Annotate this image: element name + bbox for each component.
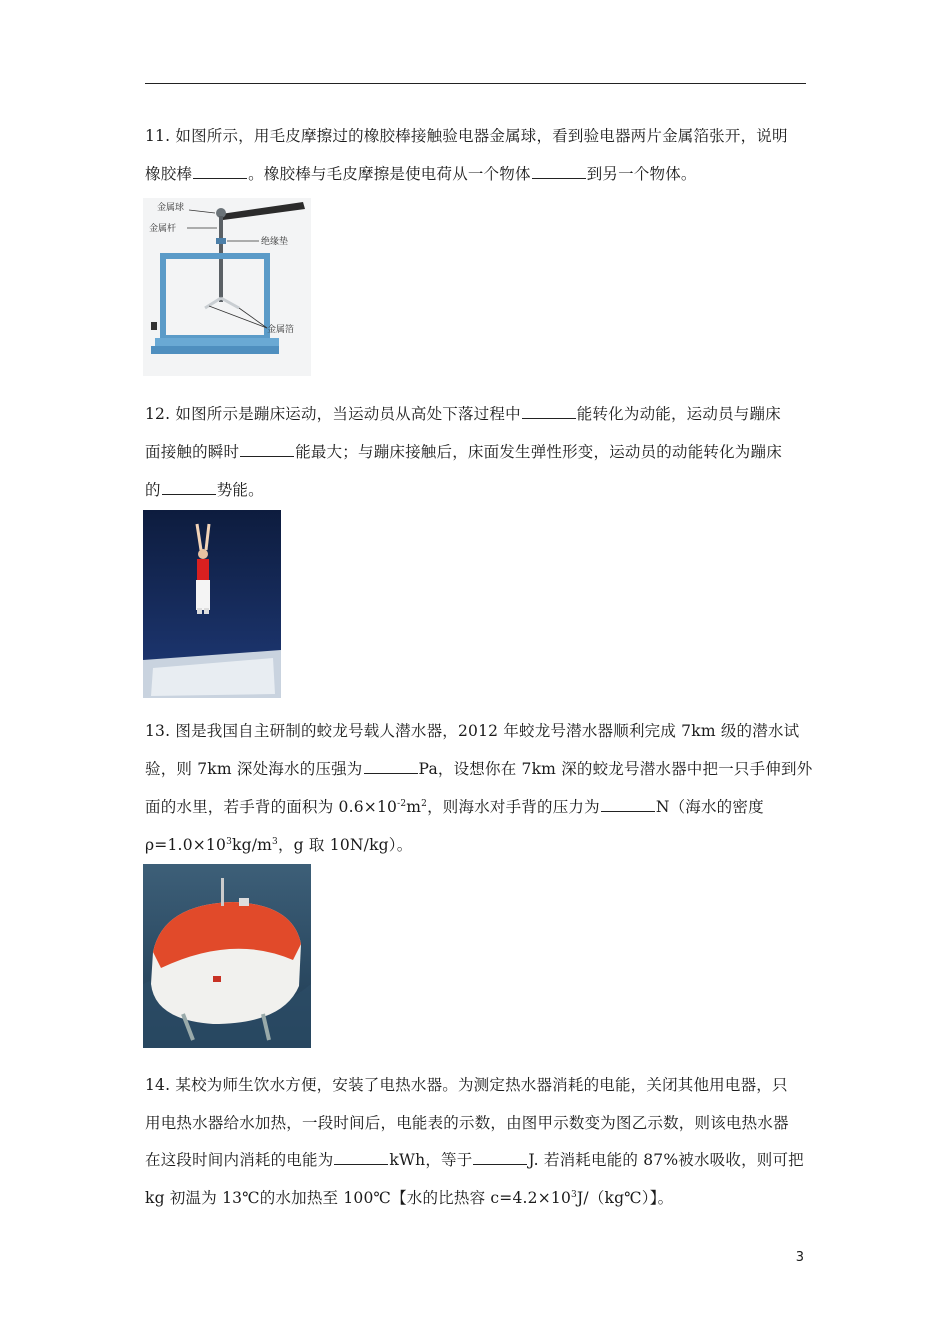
q14-line-4: kg 初温为 13℃的水加热至 100℃【水的比热容 $c=4.2\times 10^3J/(kg℃)$】。 [145, 1189, 674, 1207]
answer-blank[interactable] [522, 404, 576, 419]
label-rod: 金属杆 [149, 224, 177, 234]
label-ball: 金属球 [157, 203, 185, 213]
trampoline-photo [143, 510, 281, 698]
answer-blank[interactable] [532, 164, 586, 179]
q11-line-1: 11. 如图所示，用毛皮摩擦过的橡胶棒接触验电器金属球，看到验电器两片金属箔张开，说明 [145, 127, 788, 145]
q12-line-1: 12. 如图所示是蹦床运动，当运动员从高处下落过程中 能转化为动能，运动员与蹦床 [145, 405, 781, 423]
q14-line-3: 在这段时间内消耗的电能为 kWh，等于 J. 若消耗电能的 87%被水吸收，则可把 [145, 1151, 804, 1169]
answer-blank[interactable] [162, 480, 216, 495]
answer-blank[interactable] [364, 759, 418, 774]
q13-line-4: $\rho=1.0\times 10^3kg/m^3$，g 取 10N/kg）。 [145, 836, 413, 854]
q12-line-3: 的 势能。 [145, 481, 264, 499]
q13-line-1: 13. 图是我国自主研制的蛟龙号载人潜水器，2012 年蛟龙号潜水器顺利完成 7km 级的潜水试 [145, 722, 800, 740]
answer-blank[interactable] [601, 797, 655, 812]
electroscope-figure [143, 198, 311, 376]
q13-line-3: 面的水里，若手背的面积为 $0.6\times 10^{-2}m^2$，则海水对手背的压力为 N（海水的密度 [145, 798, 764, 816]
answer-blank[interactable] [240, 442, 294, 457]
page-number: 3 [795, 1250, 804, 1265]
q14-line-2: 用电热水器给水加热，一段时间后，电能表的示数，由图甲示数变为图乙示数，则该电热水器 [145, 1114, 789, 1132]
label-pad: 绝缘垫 [261, 237, 289, 247]
q12-line-2: 面接触的瞬时 能最大；与蹦床接触后，床面发生弹性形变，运动员的动能转化为蹦床 [145, 443, 782, 461]
answer-blank[interactable] [193, 164, 247, 179]
answer-blank[interactable] [473, 1150, 527, 1165]
submersible-photo [143, 864, 311, 1048]
q11-line-2: 橡胶棒 。橡胶棒与毛皮摩擦是使电荷从一个物体 到另一个物体。 [145, 165, 697, 183]
q13-line-2: 验，则 7km 深处海水的压强为 Pa，设想你在 7km 深的蛟龙号潜水器中把一只手伸到外 [145, 760, 813, 778]
q14-line-1: 14. 某校为师生饮水方便，安装了电热水器。为测定热水器消耗的电能，关闭其他用电器，只 [145, 1076, 788, 1094]
label-foil: 金属箔 [267, 325, 295, 335]
header-rule [145, 83, 806, 84]
answer-blank[interactable] [334, 1150, 388, 1165]
